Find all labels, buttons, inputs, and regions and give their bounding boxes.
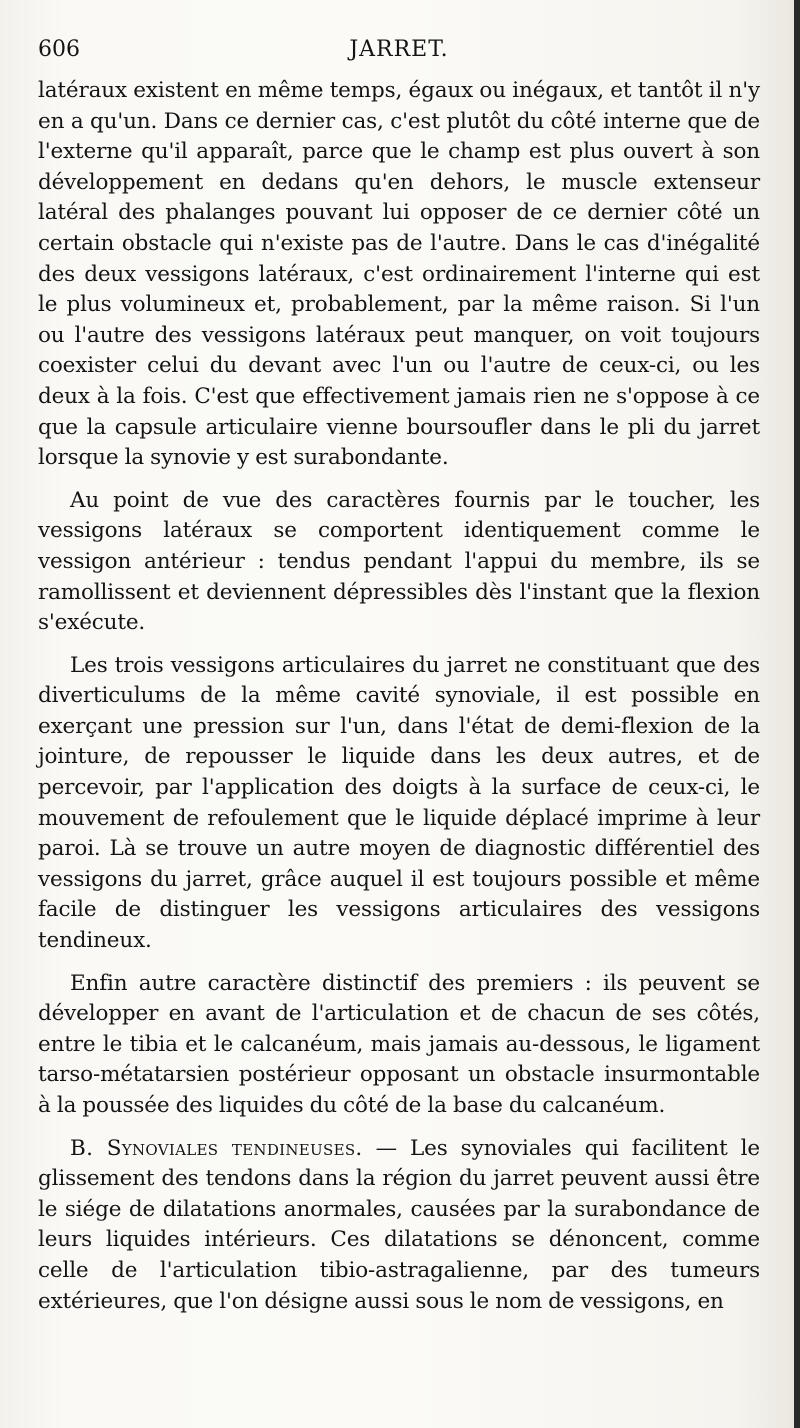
paragraph-touch-characteristics: Au point de vue des caractères fournis par le toucher, les vessigons latéraux se comportent identiquement comme le vessigon antérieur : tendus pendant l'appui du membre, ils se ramollissent et deviennent dépressibles dès l'instant que la flexion s'exécute. (38, 487, 760, 636)
paragraph-differential-diagnosis: Les trois vessigons articulaires du jarret ne constituant que des diverticulums de la même cavité synoviale, il est possible en exerçant une pression sur l'un, dans l'état de demi-flexion de la jointure, de repousser le liquide dans les deux autres, et de percevoir, par l'application des doigts à la surface de ceux-ci, le mouvement de refoulement que le liquide déplacé imprime à leur paroi. Là se trouve un autre moyen de diagnostic différentiel des vessigons du jarret, grâce auquel il est toujours possible et même facile de distinguer les vessigons articulaires des vessigons tendineux. (38, 652, 760, 954)
paragraph-distinctive-character: Enfin autre caractère distinctif des premiers : ils peuvent se développer en avant de l'articulation et de chacun de ses côtés, entre le tibia et le calcanéum, mais jamais au-dessous, le ligament tarso-métatarsien postérieur opposant un obstacle insurmontable à la poussée des liquides du côté de la base du calcanéum. (38, 970, 760, 1118)
section-body: — Les synoviales qui facilitent le glissement des tendons dans la région du jarret peuvent aussi être le siége de dilatations anormales, causées par la surabondance de leurs liquides intérieurs. Ces dilatations se dénoncent, comme celle de l'articulation tibio-astragalienne, par des tumeurs extérieures, que l'on désigne aussi sous le nom de vessigons, en (38, 1135, 760, 1314)
running-head (38, 30, 760, 70)
running-title: JARRET. (349, 37, 449, 62)
body-text (38, 76, 760, 1317)
paragraph-continuation: latéraux existent en même temps, égaux ou inégaux, et tantôt il n'y en a qu'un. Dans ce dernier cas, c'est plutôt du côté interne que de l'externe qu'il apparaît, parce que le champ est plus ouvert à son développement en dedans qu'en dehors, le muscle extenseur latéral des phalanges pouvant lui opposer de ce dernier côté un certain obstacle qui n'existe pas de l'autre. Dans le cas d'inégalité des deux vessigons latéraux, c'est ordinairement l'interne qui est le plus volumineux et, probablement, par la même raison. Si l'un ou l'autre des vessigons latéraux peut manquer, on voit toujours coexister celui du devant avec l'un ou l'autre de ceux-ci, ou les deux à la fois. C'est que effectivement jamais rien ne s'oppose à ce que la capsule articulaire vienne boursoufler dans le pli du jarret lorsque la synovie y est surabondante. (38, 78, 760, 471)
page-number: 606 (38, 37, 80, 62)
paragraph-tendon-synovials (38, 1134, 760, 1318)
section-heading: B. Synoviales tendineuses. (70, 1135, 363, 1161)
